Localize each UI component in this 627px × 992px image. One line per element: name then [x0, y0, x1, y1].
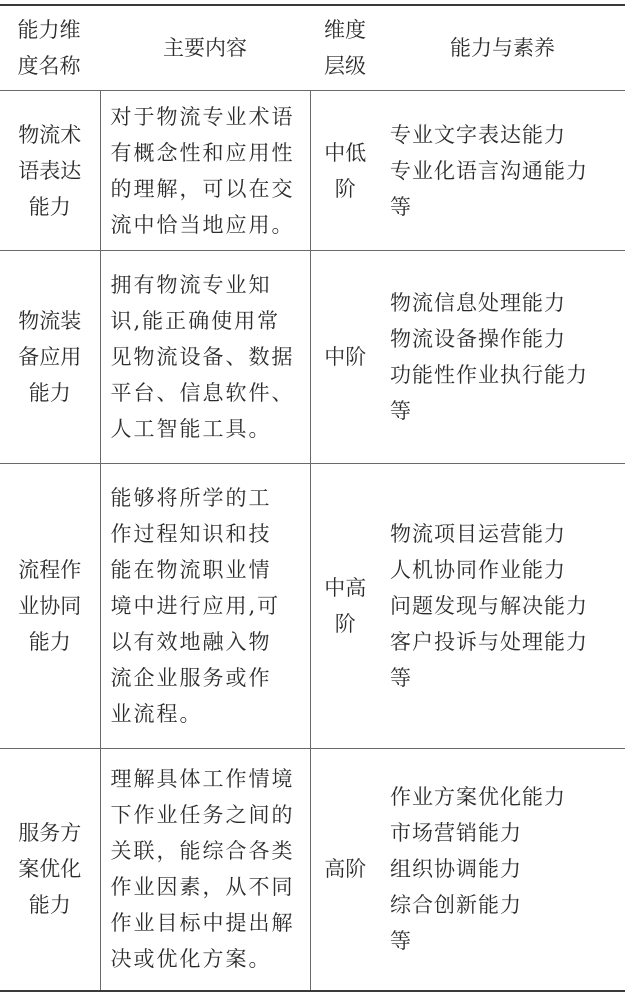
row-abilities: [380, 251, 625, 464]
row-main-content: [100, 91, 310, 251]
row-dimension-name: [0, 251, 100, 464]
row-abilities: [380, 464, 625, 749]
row-dimension-level: [310, 464, 380, 749]
row-main-content: [100, 749, 310, 991]
row-dimension-name-text: 服务方 案优化 能力: [18, 821, 82, 918]
row-abilities-text: 专业文字表达能力 专业化语言沟通能力 等: [390, 122, 588, 219]
header-abilities-text: 能力与素养: [450, 36, 555, 60]
row-main-content-text: 能够将所学的工 作过程知识和技 能在物流职业情 境中进行应用,可 以有效地融入物 流企业服务或作 业流程。: [110, 486, 281, 726]
table-row: [0, 749, 625, 991]
ability-dimension-table: [0, 4, 625, 992]
row-main-content-text: 理解具体工作情境 下作业任务之间的 关联，能综合各类 作业因素，从不同 作业目标中提出解 决或优化方案。: [110, 767, 295, 972]
row-dimension-name-text: 物流术 语表达 能力: [18, 122, 82, 219]
row-abilities: [380, 91, 625, 251]
table-row: [0, 251, 625, 464]
row-dimension-name-text: 流程作 业协同 能力: [18, 558, 82, 654]
row-dimension-level-text: 中高 阶: [324, 576, 367, 636]
row-dimension-level-text: 中阶: [324, 345, 367, 369]
table-row: [0, 464, 625, 749]
row-main-content: [100, 251, 310, 464]
header-dimension-level: [310, 5, 380, 91]
row-dimension-level-text: 高阶: [324, 857, 367, 882]
header-row: [0, 5, 625, 91]
row-dimension-level: [310, 91, 380, 251]
header-dimension-level-text: 维度 层级: [324, 18, 366, 78]
header-main-content: [100, 5, 310, 91]
table-header: [0, 5, 625, 91]
row-abilities-text: 物流信息处理能力 物流设备操作能力 功能性作业执行能力 等: [390, 291, 588, 423]
row-dimension-level-text: 中低 阶: [324, 140, 367, 201]
header-dimension-name-text: 能力维 度名称: [17, 18, 81, 78]
row-abilities-text: 作业方案优化能力 市场营销能力 组织协调能力 综合创新能力 等: [390, 785, 566, 954]
row-abilities: [380, 749, 625, 991]
header-abilities: [380, 5, 625, 91]
row-main-content: [100, 464, 310, 749]
row-dimension-name: [0, 91, 100, 251]
row-dimension-name-text: 物流装 备应用 能力: [18, 309, 82, 405]
row-abilities-text: 物流项目运营能力 人机协同作业能力 问题发现与解决能力 客户投诉与处理能力 等: [390, 522, 588, 690]
table-row: [0, 91, 625, 251]
row-dimension-name: [0, 749, 100, 991]
header-dimension-name: [0, 5, 100, 91]
row-dimension-name: [0, 464, 100, 749]
row-dimension-level: [310, 749, 380, 991]
table-body: [0, 91, 625, 991]
header-main-content-text: 主要内容: [163, 36, 247, 60]
row-main-content-text: 对于物流专业术语 有概念性和应用性 的理解，可以在交 流中恰当地应用。: [110, 104, 295, 237]
row-dimension-level: [310, 251, 380, 464]
row-main-content-text: 拥有物流专业知 识,能正确使用常 见物流设备、数据 平台、信息软件、 人工智能工具。: [110, 273, 295, 441]
